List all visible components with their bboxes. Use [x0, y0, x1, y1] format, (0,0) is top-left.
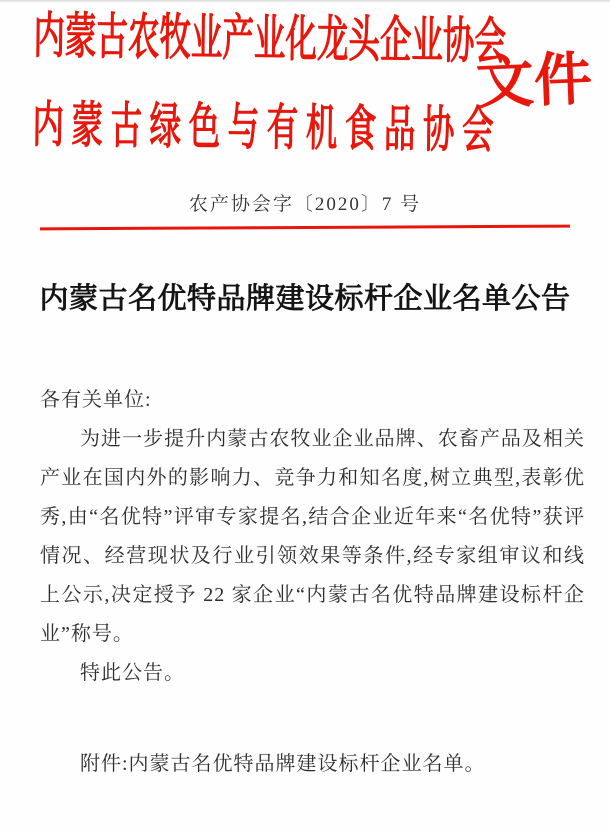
red-divider-line	[40, 225, 570, 231]
doc-type-label: 文件	[474, 46, 594, 117]
attachment-line: 附件:内蒙古名优特品牌建设标杆企业名单。	[80, 753, 486, 775]
salutation: 各有关单位:	[40, 389, 152, 411]
doc-number: 农产协会字〔2020〕7 号	[188, 194, 422, 215]
letterhead	[0, 0, 610, 162]
org-name-line-2: 内蒙古绿色与有机食品协会	[32, 96, 502, 159]
document-title: 内蒙古名优特品牌建设标杆企业名单公告	[39, 283, 571, 315]
document-body	[40, 381, 585, 784]
body-paragraph: 为进一步提升内蒙古农牧业企业品牌、农畜产品及相关产业在国内外的影响力、竞争力和知名度,树立典型,表彰优秀,由“名优特”评审专家提名,结合企业近年来“名优特”获评情况、经营现状及行业引领效果等条件,经专家组审议和线上公示,决定授予 22 家企业“内蒙古名优特品牌建设标杆企业”称号。	[40, 428, 585, 645]
org-name-line-1: 内蒙古农牧业产业化龙头企业协会	[33, 7, 507, 70]
closing-line: 特此公告。	[80, 662, 185, 684]
